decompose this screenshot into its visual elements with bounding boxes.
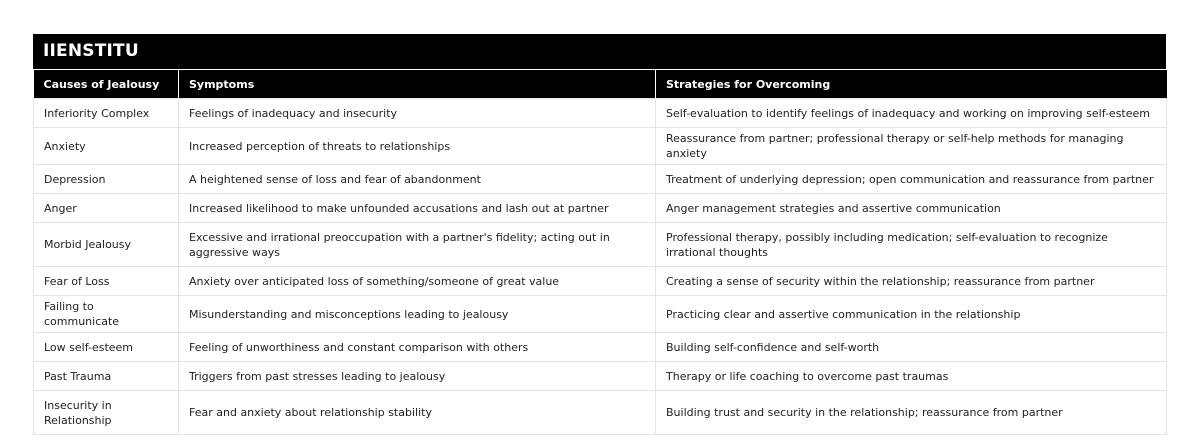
cause-cell: Anger <box>34 194 179 223</box>
table-row <box>34 267 1167 296</box>
symptom-cell: Increased perception of threats to relationships <box>179 128 656 165</box>
symptom-cell: Excessive and irrational preoccupation with a partner's fidelity; acting out in aggressive ways <box>179 223 656 267</box>
cause-cell: Past Trauma <box>34 362 179 391</box>
strategy-cell: Anger management strategies and assertive communication <box>656 194 1167 223</box>
strategy-cell: Creating a sense of security within the relationship; reassurance from partner <box>656 267 1167 296</box>
jealousy-table <box>33 70 1167 435</box>
table-row <box>34 223 1167 267</box>
symptom-cell: Feeling of unworthiness and constant comparison with others <box>179 333 656 362</box>
cause-cell: Fear of Loss <box>34 267 179 296</box>
strategy-cell: Self-evaluation to identify feelings of inadequacy and working on improving self-esteem <box>656 99 1167 128</box>
cause-cell: Morbid Jealousy <box>34 223 179 267</box>
table-row <box>34 165 1167 194</box>
strategy-cell: Building self-confidence and self-worth <box>656 333 1167 362</box>
table-row <box>34 391 1167 435</box>
jealousy-table-container <box>33 34 1166 435</box>
cause-cell: Inferiority Complex <box>34 99 179 128</box>
table-row <box>34 333 1167 362</box>
strategy-cell: Treatment of underlying depression; open communication and reassurance from partner <box>656 165 1167 194</box>
cause-cell: Depression <box>34 165 179 194</box>
cause-cell: Insecurity in Relationship <box>34 391 179 435</box>
symptom-cell: Misunderstanding and misconceptions leading to jealousy <box>179 296 656 333</box>
strategy-cell: Professional therapy, possibly including medication; self-evaluation to recognize irrational thoughts <box>656 223 1167 267</box>
table-row <box>34 362 1167 391</box>
strategy-cell: Building trust and security in the relationship; reassurance from partner <box>656 391 1167 435</box>
header-symptoms: Symptoms <box>179 70 656 99</box>
cause-cell: Anxiety <box>34 128 179 165</box>
table-row <box>34 194 1167 223</box>
symptom-cell: Anxiety over anticipated loss of something/someone of great value <box>179 267 656 296</box>
strategy-cell: Therapy or life coaching to overcome past traumas <box>656 362 1167 391</box>
symptom-cell: Fear and anxiety about relationship stability <box>179 391 656 435</box>
symptom-cell: Feelings of inadequacy and insecurity <box>179 99 656 128</box>
table-row <box>34 99 1167 128</box>
table-row <box>34 296 1167 333</box>
symptom-cell: Triggers from past stresses leading to jealousy <box>179 362 656 391</box>
symptom-cell: Increased likelihood to make unfounded accusations and lash out at partner <box>179 194 656 223</box>
symptom-cell: A heightened sense of loss and fear of abandonment <box>179 165 656 194</box>
brand-title: IIENSTITU <box>33 34 1166 70</box>
header-causes: Causes of Jealousy <box>34 70 179 99</box>
strategy-cell: Practicing clear and assertive communication in the relationship <box>656 296 1167 333</box>
strategy-cell: Reassurance from partner; professional therapy or self-help methods for managing anxiety <box>656 128 1167 165</box>
header-row <box>34 70 1167 99</box>
cause-cell: Failing to communicate <box>34 296 179 333</box>
table-row <box>34 128 1167 165</box>
header-strategies: Strategies for Overcoming <box>656 70 1167 99</box>
cause-cell: Low self-esteem <box>34 333 179 362</box>
